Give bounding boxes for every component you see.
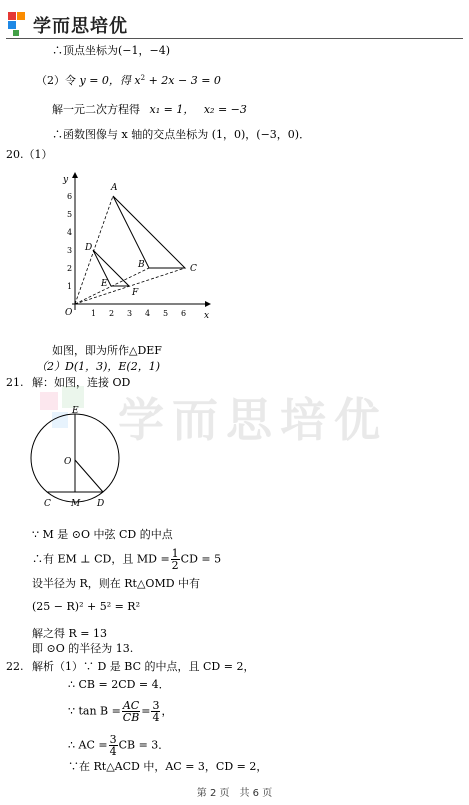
- q22-frac-3: 3: [152, 699, 160, 712]
- q22-frac-4: 4: [152, 711, 160, 724]
- point-d21-label: D: [97, 499, 105, 509]
- q21-line5: 解之得 R = 13: [32, 627, 107, 640]
- header-divider: [6, 38, 463, 39]
- y-tick-4: 4: [67, 228, 73, 237]
- q21-line1: ∵ M 是 ⊙O 中弦 CD 的中点: [32, 528, 173, 541]
- q22-line3b: ，: [161, 704, 173, 718]
- point-a-label: A: [111, 183, 118, 193]
- y-tick-5: 5: [67, 210, 73, 219]
- logo-block-green: [13, 30, 19, 36]
- q21-intro: 解：如图，连接 OD: [32, 376, 131, 389]
- x-tick-labels: [91, 309, 186, 318]
- q19-part2-eq-tail: + 2x − 3 = 0: [145, 74, 221, 87]
- point-c21-label: C: [44, 499, 51, 509]
- radius-od: [75, 460, 103, 492]
- watermark-text: 学而思培优: [118, 393, 388, 447]
- q21-frac-num: 1: [171, 547, 179, 560]
- q22-line5: ∵在 Rt△ACD 中，AC = 3，CD = 2，: [68, 760, 268, 773]
- point-m21-label: M: [71, 499, 81, 509]
- x-tick-5: 5: [163, 309, 169, 318]
- q20-caption: 如图，即为所作△DEF: [52, 344, 162, 357]
- q22-line3-eq: =: [141, 704, 151, 718]
- q20-number: 20.（1）: [6, 148, 53, 161]
- x-tick-4: 4: [145, 309, 151, 318]
- q21-line2b: CD = 5: [180, 552, 222, 566]
- q22-l4-frac-num: 3: [109, 733, 117, 746]
- point-b-label: B: [138, 260, 145, 270]
- q20-coordinate-graph: [55, 170, 215, 325]
- q22-line3a: ∵ tan B =: [68, 704, 121, 718]
- q19-root1: x₁ = 1，: [149, 103, 195, 116]
- q22-frac-cb: CB: [122, 711, 140, 724]
- header-logo: [8, 12, 30, 36]
- q19-vertex-line: ∴顶点坐标为(−1，−4): [52, 44, 171, 57]
- y-tick-1: 1: [67, 282, 73, 291]
- q22-line1: 解析（1）∵ D 是 BC 的中点，且 CD = 2，: [32, 660, 255, 673]
- y-axis-label: y: [63, 175, 69, 185]
- dashed-line-oc: [75, 268, 185, 304]
- y-axis-arrow: [72, 172, 78, 178]
- q22-fraction-three-quarters: [151, 700, 160, 723]
- q22-fraction-three-quarters-2: [109, 734, 118, 757]
- q19-roots-line: [52, 103, 247, 116]
- q19-root2: x₂ = −3: [203, 103, 247, 116]
- q21-line2: [32, 548, 221, 571]
- q22-line4a: ∴ AC =: [68, 738, 108, 752]
- point-o21-label: O: [64, 457, 72, 467]
- q19-part2-eq: y = 0，得 x: [79, 74, 141, 87]
- x-tick-6: 6: [181, 309, 187, 318]
- x-tick-2: 2: [109, 309, 115, 318]
- q19-solve-text: 解一元二次方程得: [52, 103, 140, 116]
- q22-line4b: CB = 3．: [118, 738, 170, 752]
- brand-name: 学而思培优: [33, 16, 128, 37]
- logo-block-orange: [17, 12, 25, 20]
- q22-frac-ac: AC: [122, 699, 140, 712]
- q19-conclusion: ∴函数图像与 x 轴的交点坐标为 (1，0)，(−3，0)．: [52, 128, 311, 141]
- q19-part2-label: （2）令: [36, 74, 76, 87]
- q21-line4: (25 − R)² + 5² = R²: [32, 600, 141, 613]
- y-tick-3: 3: [67, 246, 73, 255]
- q22-line3: [68, 700, 172, 723]
- q22-l4-frac-den: 4: [109, 745, 117, 758]
- y-tick-2: 2: [67, 264, 73, 273]
- q21-line3: 设半径为 R，则在 Rt△OMD 中有: [32, 577, 201, 590]
- point-e21-label: E: [72, 406, 79, 416]
- point-c-label: C: [190, 264, 197, 274]
- q21-frac-den: 2: [171, 559, 179, 572]
- x-axis-label: x: [204, 311, 210, 321]
- triangle-abc: [113, 196, 185, 268]
- x-tick-3: 3: [127, 309, 133, 318]
- logo-block-blue: [8, 21, 16, 29]
- triangle-def: [93, 250, 129, 286]
- x-axis-arrow: [205, 301, 211, 307]
- y-tick-labels: [67, 192, 72, 291]
- q21-number: 21.: [6, 376, 24, 389]
- q19-part2-line: （2）令 y = 0，得 $x^2 + 2x - 3 = 0$: [36, 74, 221, 87]
- q21-circle-figure: [28, 400, 128, 515]
- q20-part2: （2）D(1，3)，E(2，1): [36, 360, 161, 373]
- q22-fraction-ac-cb: [122, 700, 140, 723]
- q22-number: 22.: [6, 660, 24, 673]
- q22-line4: [68, 734, 169, 757]
- logo-block-red: [8, 12, 16, 20]
- origin-label: O: [65, 308, 73, 318]
- x-tick-1: 1: [91, 309, 97, 318]
- q21-line6: 即 ⊙O 的半径为 13.: [32, 642, 134, 655]
- point-e-label: E: [101, 279, 108, 289]
- page-footer: 第 2 页 共 6 页: [196, 788, 273, 799]
- q21-line2a: ∴有 EM ⊥ CD，且 MD =: [32, 552, 170, 566]
- y-tick-6: 6: [67, 192, 73, 201]
- q21-fraction-half: [171, 548, 180, 571]
- point-d-label: D: [85, 243, 93, 253]
- q22-line2: ∴ CB = 2CD = 4．: [68, 678, 170, 691]
- point-f-label: F: [132, 288, 139, 298]
